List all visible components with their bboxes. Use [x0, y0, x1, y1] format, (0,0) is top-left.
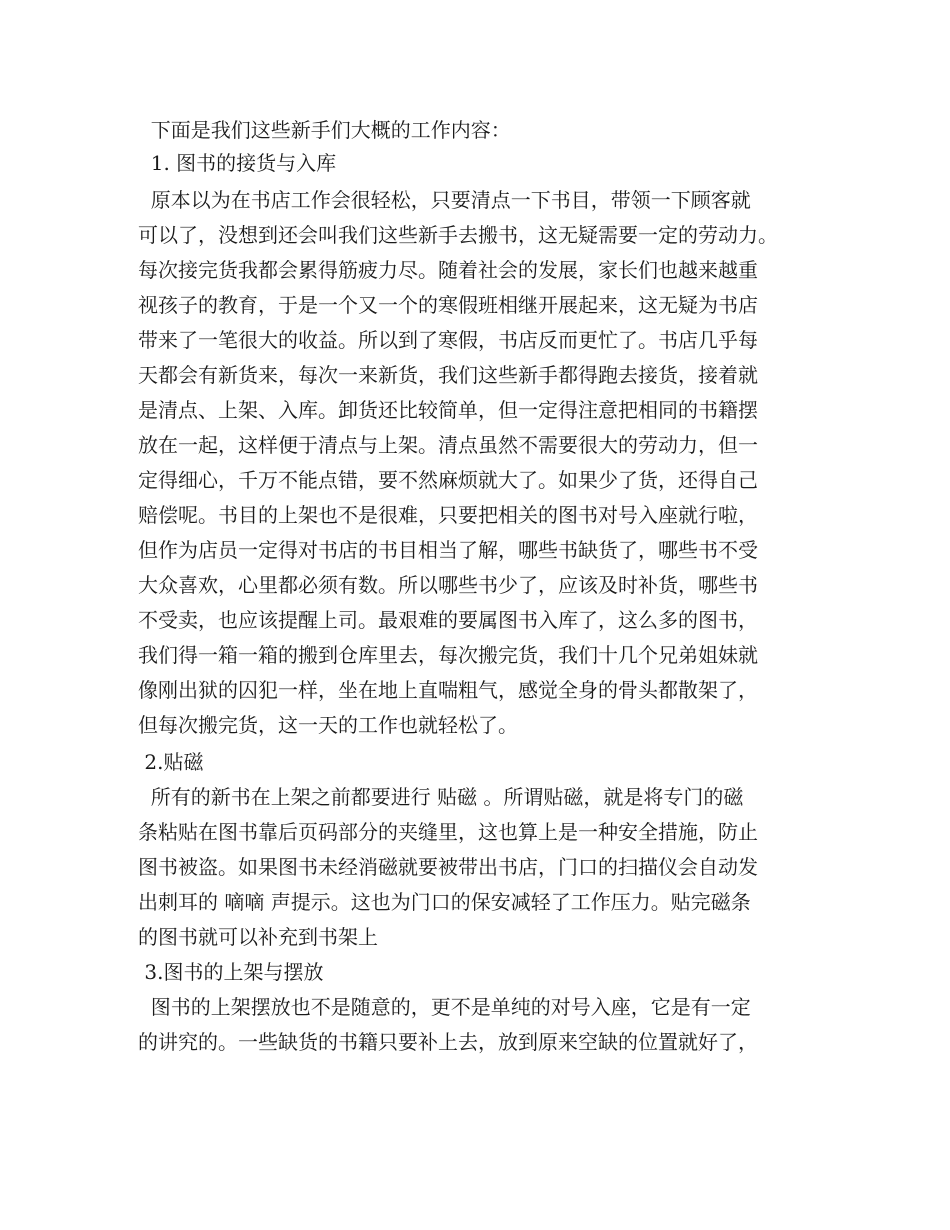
text-line: 带来了一笔很大的收益。所以到了寒假，书店反而更忙了。书店几乎每	[138, 328, 758, 352]
text-line: 是清点、上架、入库。卸货还比较简单，但一定得注意把相同的书籍摆	[138, 398, 758, 422]
text-line: 每次接完货我都会累得筋疲力尽。随着社会的发展，家长们也越来越重	[138, 258, 758, 282]
text-line: 的图书就可以补充到书架上	[138, 925, 378, 949]
text-line: 图书的上架摆放也不是随意的，更不是单纯的对号入座，它是有一定	[138, 995, 751, 1019]
text-line: 出刺耳的 嘀嘀 声提示。这也为门口的保安减轻了工作压力。贴完磁条	[138, 890, 751, 914]
text-line: 大众喜欢，心里都必须有数。所以哪些书少了，应该及时补货，哪些书	[138, 573, 758, 597]
text-line: 条粘贴在图书靠后页码部分的夹缝里，这也算上是一种安全措施，防止	[138, 820, 758, 844]
text-line: 可以了，没想到还会叫我们这些新手去搬书，这无疑需要一定的劳动力。	[138, 223, 778, 247]
text-line: 不受卖，也应该提醒上司。最艰难的要属图书入库了，这么多的图书，	[138, 608, 758, 632]
text-line: 但每次搬完货，这一天的工作也就轻松了。	[138, 713, 518, 737]
text-line: 3.图书的上架与摆放	[138, 960, 324, 984]
text-line: 的讲究的。一些缺货的书籍只要补上去，放到原来空缺的位置就好了，	[138, 1030, 758, 1054]
text-line: 图书被盗。如果图书未经消磁就要被带出书店，门口的扫描仪会自动发	[138, 855, 758, 879]
text-line: 所有的新书在上架之前都要进行 贴磁 。所谓贴磁，就是将专门的磁	[138, 785, 744, 809]
text-line: 像刚出狱的囚犯一样，坐在地上直喘粗气，感觉全身的骨头都散架了，	[138, 678, 758, 702]
text-line: 定得细心，千万不能点错，要不然麻烦就大了。如果少了货，还得自己	[138, 468, 758, 492]
text-line: 视孩子的教育，于是一个又一个的寒假班相继开展起来，这无疑为书店	[138, 293, 758, 317]
text-line: 放在一起，这样便于清点与上架。清点虽然不需要很大的劳动力，但一	[138, 433, 758, 457]
text-line: 原本以为在书店工作会很轻松，只要清点一下书目，带领一下顾客就	[138, 188, 751, 212]
text-line: 赔偿呢。书目的上架也不是很难，只要把相关的图书对号入座就行啦，	[138, 503, 758, 527]
text-line: 下面是我们这些新手们大概的工作内容：	[138, 118, 511, 142]
text-line: 2.贴磁	[138, 750, 204, 774]
text-line: 但作为店员一定得对书店的书目相当了解，哪些书缺货了，哪些书不受	[138, 538, 758, 562]
text-line: 天都会有新货来，每次一来新货，我们这些新手都得跑去接货，接着就	[138, 363, 758, 387]
text-line: 1. 图书的接货与入库	[138, 151, 337, 175]
text-line: 我们得一箱一箱的搬到仓库里去，每次搬完货，我们十几个兄弟姐妹就	[138, 643, 758, 667]
